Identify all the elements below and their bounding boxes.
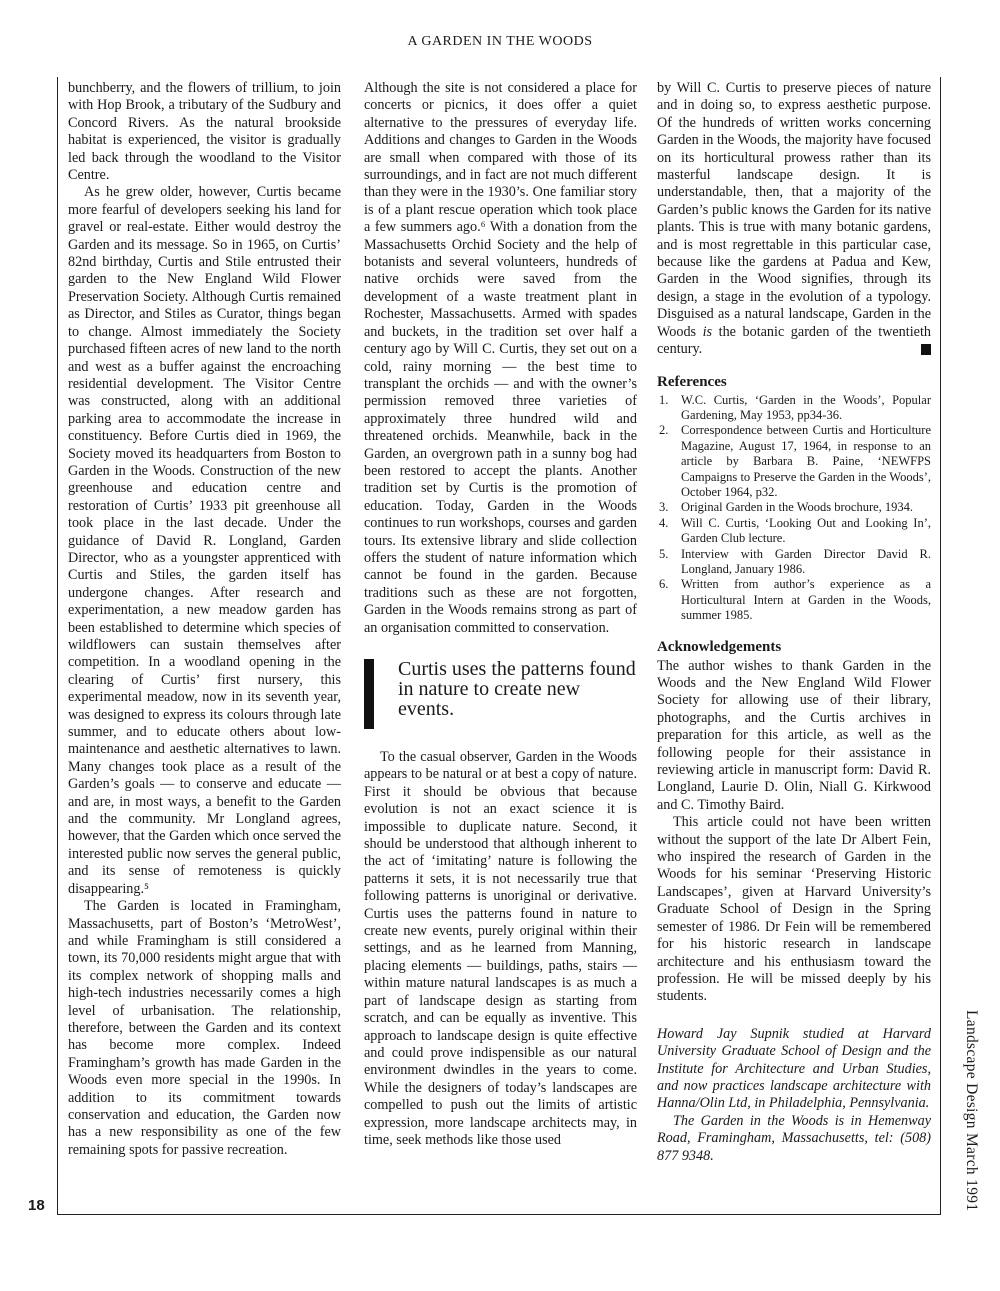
left-border-rule [57, 77, 58, 1215]
article-column-1 [68, 80, 341, 1159]
reference-item [657, 577, 931, 623]
references-heading: References [657, 373, 727, 390]
closing-paragraph [657, 80, 931, 359]
reference-number: 6. [659, 577, 669, 592]
reference-item [657, 500, 931, 515]
reference-text: Will C. Curtis, ‘Looking Out and Looking In’, Garden Club lecture. [681, 515, 931, 546]
body-paragraph: The Garden is located in Framingham, Massachusetts, part of Boston’s ‘MetroWest’, and while Framingham is still considered a town, its 70,000 residents might argue that with its complex network of shopping malls and high-tech industries necessarily comes a high level of urbanisation. The relationship, therefore, between the Garden and its context has become more complex. Indeed Framingham’s growth has made Garden in the Woods even more special in the 1990s. In addition to its commitment towards conservation and education, the Garden now has a new responsibility as one of the few remaining spots for passive recreation. [68, 898, 341, 1158]
emphasis-text: is [702, 323, 713, 340]
pull-quote [364, 659, 637, 725]
reference-text: Interview with Garden Director David R. Longland, January 1986. [681, 546, 931, 576]
reference-text: Original Garden in the Woods brochure, 1934. [681, 500, 914, 515]
reference-text: W.C. Curtis, ‘Garden in the Woods’, Popular Gardening, May 1953, pp34-36. [681, 392, 931, 422]
reference-number: 4. [659, 515, 669, 530]
right-border-rule [940, 77, 941, 1215]
reference-text: Correspondence between Curtis and Horticulture Magazine, August 17, 1964, in response to an article by Barbara B. Paine, ‘NEWFPS Campaigns to Preserve the Garden in the Woods’, October 1964, p32. [681, 423, 931, 499]
closing-text-start: by Will C. Curtis to preserve pieces of nature and in doing so, to express aesthetic purpose. Of the hundreds of written works concerning Garden in the Woods, the majority have focused on its horticultural prowess rather than its masterful landscape design. It is understandable, then, that a majority of the Garden’s public knows the Garden for its native plants. This is true with many botanic gardens, and is most regrettable in this particular case, because like the gardens at Padua and Kew, Garden in the Wood signifies, through its design, a stage in the evolution of a typology. Disguised as a natural landscape, Garden in the Woods [657, 80, 931, 340]
reference-item [657, 393, 931, 424]
pull-quote-text: Curtis uses the patterns found in nature to create new events. [398, 658, 636, 720]
acknowledgements-paragraph: This article could not have been written without the support of the late Dr Albert Fein, who inspired the research of Garden in the Woods for his seminar ‘Preserving Historic Landscapes’, given at Harvard University’s Graduate School of Design in the Spring semester of 1986. Dr Fein will be remembered for his historic research in landscape architecture and his enthusiasm toward the profession. He will be missed deeply by his students. [657, 814, 931, 1005]
acknowledgements-heading: Acknowledgements [657, 638, 782, 655]
reference-item [657, 516, 931, 547]
acknowledgements-paragraph: The author wishes to thank Garden in the Woods and the New England Wild Flower Society for allowing use of their library, photographs, and the Curtis archives in preparation for this article, as well as the following people for their assistance in reviewing article in manuscript form: David R. Longland, Laurie D. Olin, Niall G. Kirkwood and C. Timothy Baird. [657, 657, 931, 813]
end-of-article-mark [921, 344, 931, 355]
reference-number: 1. [659, 392, 669, 407]
body-paragraph: bunchberry, and the flowers of trillium, to join with Hop Brook, a tributary of the Sudbury and Concord Rivers. As the natural brookside habitat is experienced, the visitor is gradually led back through the woodland to the Visitor Centre. [68, 80, 341, 184]
article-column-3 [657, 80, 931, 1165]
reference-item [657, 547, 931, 578]
references-list [657, 393, 931, 624]
reference-text: Written from author’s experience as a Horticultural Intern at Garden in the Woods, summer 1985. [681, 577, 931, 623]
body-paragraph: As he grew older, however, Curtis became more fearful of developers seeking his land for gravel or real-estate. Either would destroy the Garden and its message. So in 1965, on Curtis’ 82nd birthday, Curtis and Stile entrusted their garden to the New England Wild Flower Preservation Society. Although Curtis remained as Director, and Stiles as Curator, things began to change. Almost immediately the Society purchased fifteen acres of new land to the north and west as a buffer against the encroaching residential development. The Visitor Centre was constructed, along with an additional parking area to accommodate the increase in constituency. Before Curtis died in 1969, the Society moved its headquarters from Boston to Garden in the Woods. Construction of the new greenhouse and education centre and restoration of Curtis’ 1933 pit greenhouse all took place in the last decade. Under the guidance of David R. Longland, Garden Director, who as a youngster apprenticed with Curtis and Stiles, the garden itself has undergone changes. After research and experimentation, a new meadow garden has been established to determine which species of wildflowers can sustain themselves after competition. In a woodland opening in the clearing of Curtis’ first nursery, this experimental meadow, now in its seventh year, was designed to express its colours through late summer, and to educate others about low-maintenance and aesthetic alternatives to lawn. Many changes took place as a result of the Garden’s goals — to conserve and educate — and are, in most ways, a benefit to the Garden and the community. Mr Longland agrees, however, that the Garden which once served the interested public now serves the general public, and its sense of remoteness is quickly disappearing.⁵ [68, 184, 341, 897]
reference-number: 2. [659, 423, 669, 438]
bottom-border-rule [57, 1214, 941, 1215]
body-paragraph: To the casual observer, Garden in the Woods appears to be natural or at best a copy of nature. First it should be obvious that because evolution is not an exact science it is impossible to duplicate nature. Second, it should be understood that although inherent to the act of ‘imitating’ nature is following the patterns it sets, it is not necessarily true that following patterns is unoriginal or derivative. Curtis uses the patterns found in nature to create new events, purely original within their settings, and as he learned from Manning, placing elements — buildings, paths, stairs — within mature natural landscapes is as much a part of landscape design as starting from scratch, and can be equally as inventive. This approach to landscape design is quite effective and could prove indispensible as our natural environment dwindles in the years to come. While the designers of today’s landscapes are compelled to push out the limits of artistic expression, more landscape architects may, in time, seek methods like those used [364, 749, 637, 1148]
reference-item [657, 423, 931, 500]
running-header: A GARDEN IN THE WOODS [407, 34, 593, 49]
location-note: The Garden in the Woods is in Hemenway Road, Framingham, Massachusetts, tel: (508) 877 9348. [657, 1112, 931, 1164]
author-bio: Howard Jay Supnik studied at Harvard University Graduate School of Design and the Institute for Architecture and Urban Studies, and now practices landscape architecture with Hanna/Olin Ltd, in Philadelphia, Pennsylvania. [657, 1025, 931, 1112]
closing-text-end: the botanic garden of the twentieth century. [657, 323, 931, 358]
body-paragraph: Although the site is not considered a place for concerts or picnics, it does offer a quiet alternative to the pressures of everyday life. Additions and changes to Garden in the Woods are small when compared with those of its surroundings, and in fact are not much different than they were in the 1930’s. One familiar story is of a plant rescue operation which took place a few summers ago.⁶ With a donation from the Massachusetts Orchid Society and the help of botanists and several volunteers, hundreds of native orchids were saved from the development of a waste treatment plant in Rochester, Massachusetts. Armed with spades and buckets, in the tradition set over half a century ago by Will C. Curtis, they set out on a cold, rainy morning — the best time to transplant the orchids — and with the owner’s permission removed three varieties of approximately three hundred wild and threatened orchids. Meanwhile, back in the Garden, an overgrown path in a sunny bog had been restored to accept the plants. Another tradition set by Curtis is the promotion of education. Today, Garden in the Woods continues to run workshops, courses and garden tours. Its extensive library and slide collection offers the student of nature information which cannot be found in the garden. Because traditions such as these are not forgotten, Garden in the Woods remains strong as part of an organisation committed to conservation. [364, 80, 637, 636]
article-column-2 [364, 80, 637, 1149]
pull-quote-bar [364, 659, 374, 729]
page-number: 18 [28, 1197, 45, 1214]
journal-spine-text: Landscape Design March 1991 [963, 1010, 980, 1212]
reference-number: 3. [659, 500, 669, 515]
reference-number: 5. [659, 546, 669, 561]
